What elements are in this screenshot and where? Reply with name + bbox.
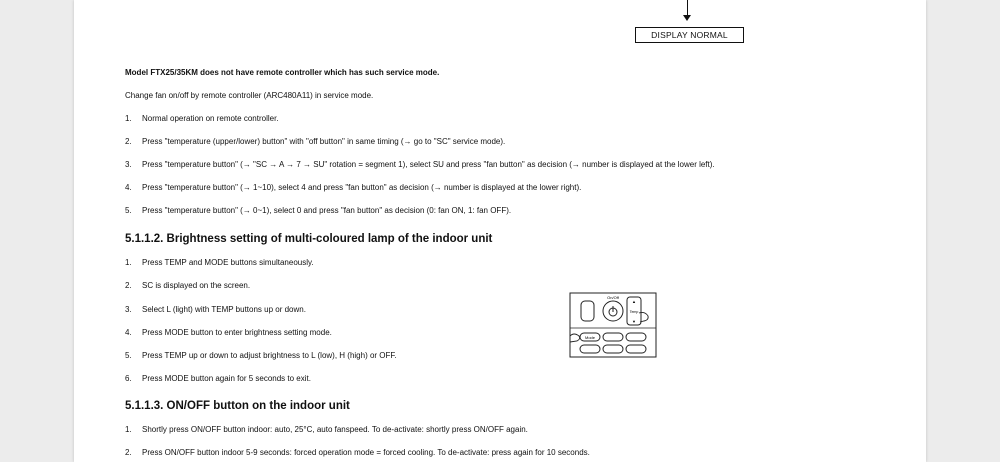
step-text: Press "temperature button" (→ 1~10), select 4 and press "fan button" as decision (→ number is displayed at the lower right). <box>142 183 582 192</box>
remote-button <box>603 333 623 341</box>
step-number: 5. <box>125 206 132 215</box>
right-finger-icon <box>639 312 648 322</box>
step-number: 6. <box>125 374 132 383</box>
service-step <box>125 206 511 216</box>
remote-button <box>626 333 646 341</box>
onoff-label: On/Off <box>607 295 619 300</box>
mode-label: Mode <box>584 335 596 340</box>
step-text: Normal operation on remote controller. <box>142 114 279 123</box>
remote-body-outline <box>570 293 656 357</box>
remote-display-button <box>581 301 594 321</box>
left-finger-icon <box>570 334 580 342</box>
onoff-heading: 5.1.1.3. ON/OFF button on the indoor unit <box>125 400 350 412</box>
step-text: Select L (light) with TEMP buttons up or down. <box>142 305 306 314</box>
brightness-step <box>125 258 314 268</box>
remote-button <box>580 345 600 353</box>
temp-up-arrow: ▲ <box>632 299 636 304</box>
step-number: 1. <box>125 425 132 434</box>
step-text: Press TEMP and MODE buttons simultaneously. <box>142 258 314 267</box>
step-number: 1. <box>125 114 132 123</box>
remote-button <box>626 345 646 353</box>
step-text: Press MODE button to enter brightness setting mode. <box>142 328 332 337</box>
brightness-step <box>125 281 250 291</box>
brightness-step <box>125 374 311 384</box>
step-number: 2. <box>125 448 132 457</box>
step-text: Press TEMP up or down to adjust brightness to L (low), H (high) or OFF. <box>142 351 397 360</box>
step-number: 3. <box>125 160 132 169</box>
brightness-step <box>125 351 397 361</box>
brightness-step <box>125 305 306 315</box>
step-text: Press MODE button again for 5 seconds to exit. <box>142 374 311 383</box>
step-text: Press ON/OFF button indoor 5-9 seconds: forced operation mode = forced cooling. To de-activate: press again for 10 seconds. <box>142 448 590 457</box>
step-number: 4. <box>125 328 132 337</box>
onoff-step <box>125 425 528 435</box>
step-text: Shortly press ON/OFF button indoor: auto, 25°C, auto fanspeed. To de-activate: shortly press ON/OFF again. <box>142 425 528 434</box>
step-number: 2. <box>125 137 132 146</box>
remote-button <box>603 345 623 353</box>
step-number: 5. <box>125 351 132 360</box>
remote-controller-illustration <box>569 292 657 358</box>
display-normal-box: DISPLAY NORMAL <box>635 27 744 43</box>
step-number: 4. <box>125 183 132 192</box>
document-page <box>74 0 926 462</box>
step-text: Press "temperature button" (→ 0~1), select 0 and press "fan button" as decision (0: fan ON, 1: fan OFF). <box>142 206 512 215</box>
brightness-step <box>125 328 332 338</box>
onoff-step <box>125 448 590 458</box>
step-number: 2. <box>125 281 132 290</box>
step-text: Press "temperature (upper/lower) button" with "off button" in same timing (→ go to "SC" service mode). <box>142 137 506 146</box>
step-text: SC is displayed on the screen. <box>142 281 251 290</box>
model-note: Model FTX25/35KM does not have remote controller which has such service mode. <box>125 68 440 77</box>
service-step <box>125 137 505 147</box>
temp-label: Temp <box>629 310 639 314</box>
flow-arrow-head <box>683 15 691 21</box>
service-intro: Change fan on/off by remote controller (ARC480A11) in service mode. <box>125 91 374 100</box>
temp-down-arrow: ▼ <box>632 319 636 324</box>
service-step <box>125 183 581 193</box>
service-step <box>125 114 279 124</box>
step-number: 3. <box>125 305 132 314</box>
brightness-heading: 5.1.1.2. Brightness setting of multi-coloured lamp of the indoor unit <box>125 233 493 245</box>
service-step <box>125 160 715 170</box>
step-text: Press "temperature button" (→ "SC → A → 7 → SU" rotation = segment 1), select SU and press "fan button" as decision (→ number is displayed at the lower left). <box>142 160 715 169</box>
step-number: 1. <box>125 258 132 267</box>
